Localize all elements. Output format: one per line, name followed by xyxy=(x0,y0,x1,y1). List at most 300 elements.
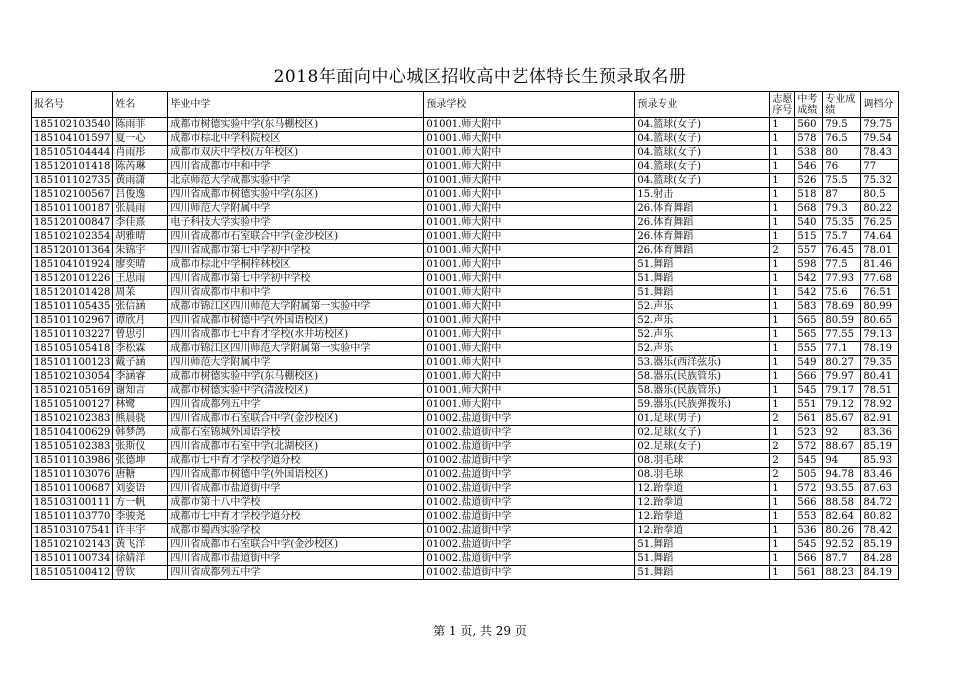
major-cell: 01.足球(男子) xyxy=(635,412,770,426)
exam-score-cell: 523 xyxy=(795,426,823,440)
admit-school-cell: 01001.师大附中 xyxy=(424,188,635,202)
major-score-cell: 85.67 xyxy=(823,412,861,426)
document-title: 2018年面向中心城区招收高中艺体特长生预录取名册 xyxy=(273,67,687,87)
admit-school-cell: 01001.师大附中 xyxy=(424,314,635,328)
admit-school-cell: 01001.师大附中 xyxy=(424,202,635,216)
major-score-cell: 94 xyxy=(823,454,861,468)
school-cell: 四川省成都市石室中学(北湖校区) xyxy=(168,440,424,454)
major-score-cell: 79.17 xyxy=(823,384,861,398)
choice-order-cell: 1 xyxy=(770,524,795,538)
name-cell: 王思雨 xyxy=(113,272,168,286)
table-row xyxy=(32,552,899,566)
major-score-cell: 79.12 xyxy=(823,398,861,412)
exam-score-cell: 566 xyxy=(795,552,823,566)
choice-order-cell: 1 xyxy=(770,132,795,146)
choice-order-cell: 1 xyxy=(770,552,795,566)
school-cell: 成都市蜀西实验学校 xyxy=(168,524,424,538)
major-score-cell: 88.23 xyxy=(823,566,861,580)
major-score-cell: 93.55 xyxy=(823,482,861,496)
header-major-score: 专业成绩 xyxy=(823,92,861,118)
table-row xyxy=(32,244,899,258)
major-score-cell: 76.45 xyxy=(823,244,861,258)
reg-number-cell: 185102103540 xyxy=(32,118,113,132)
admit-school-cell: 01001.师大附中 xyxy=(424,174,635,188)
reg-number-cell: 185104101924 xyxy=(32,258,113,272)
major-cell: 26.体育舞蹈 xyxy=(635,216,770,230)
final-score-cell: 80.65 xyxy=(861,314,899,328)
final-score-cell: 80.82 xyxy=(861,510,899,524)
name-cell: 夏一心 xyxy=(113,132,168,146)
table-row xyxy=(32,328,899,342)
school-cell: 四川省成都市盐道街中学 xyxy=(168,552,424,566)
admit-school-cell: 01001.师大附中 xyxy=(424,118,635,132)
name-cell: 林鹭 xyxy=(113,398,168,412)
final-score-cell: 76.51 xyxy=(861,286,899,300)
reg-number-cell: 185104101597 xyxy=(32,132,113,146)
choice-order-cell: 1 xyxy=(770,370,795,384)
final-score-cell: 77 xyxy=(861,160,899,174)
admit-school-cell: 01002.盐道街中学 xyxy=(424,566,635,580)
major-score-cell: 94.78 xyxy=(823,468,861,482)
choice-order-cell: 1 xyxy=(770,118,795,132)
exam-score-cell: 549 xyxy=(795,356,823,370)
school-cell: 成都市双庆中学校(万年校区) xyxy=(168,146,424,160)
admit-school-cell: 01001.师大附中 xyxy=(424,356,635,370)
major-cell: 52.声乐 xyxy=(635,314,770,328)
reg-number-cell: 185101100187 xyxy=(32,202,113,216)
reg-number-cell: 185102102143 xyxy=(32,538,113,552)
reg-number-cell: 185102102354 xyxy=(32,230,113,244)
major-cell: 51.舞蹈 xyxy=(635,552,770,566)
exam-score-cell: 526 xyxy=(795,174,823,188)
table-row xyxy=(32,482,899,496)
exam-score-cell: 572 xyxy=(795,482,823,496)
reg-number-cell: 185105105418 xyxy=(32,342,113,356)
name-cell: 许丰宇 xyxy=(113,524,168,538)
reg-number-cell: 185105100127 xyxy=(32,398,113,412)
header-school: 毕业中学 xyxy=(168,92,424,118)
name-cell: 陈雨菲 xyxy=(113,118,168,132)
school-cell: 成都市锦江区四川师范大学附属第一实验中学 xyxy=(168,300,424,314)
header-admit-school: 预录学校 xyxy=(424,92,635,118)
choice-order-cell: 1 xyxy=(770,188,795,202)
major-cell: 04.篮球(女子) xyxy=(635,146,770,160)
major-cell: 51.舞蹈 xyxy=(635,566,770,580)
table-row xyxy=(32,370,899,384)
school-cell: 北京师范大学成都实验中学 xyxy=(168,174,424,188)
table-row xyxy=(32,454,899,468)
reg-number-cell: 185101100687 xyxy=(32,482,113,496)
name-cell: 谢知言 xyxy=(113,384,168,398)
choice-order-cell: 1 xyxy=(770,146,795,160)
major-score-cell: 75.7 xyxy=(823,230,861,244)
name-cell: 李骏尧 xyxy=(113,510,168,524)
admit-school-cell: 01002.盐道街中学 xyxy=(424,468,635,482)
choice-order-cell: 1 xyxy=(770,538,795,552)
reg-number-cell: 185120101364 xyxy=(32,244,113,258)
exam-score-cell: 578 xyxy=(795,132,823,146)
table-row xyxy=(32,300,899,314)
exam-score-cell: 561 xyxy=(795,412,823,426)
final-score-cell: 84.19 xyxy=(861,566,899,580)
school-cell: 四川省成都市中和中学 xyxy=(168,286,424,300)
exam-score-cell: 505 xyxy=(795,468,823,482)
reg-number-cell: 185105104444 xyxy=(32,146,113,160)
admit-school-cell: 01001.师大附中 xyxy=(424,272,635,286)
table-row xyxy=(32,440,899,454)
name-cell: 张德坤 xyxy=(113,454,168,468)
exam-score-cell: 583 xyxy=(795,300,823,314)
choice-order-cell: 1 xyxy=(770,300,795,314)
reg-number-cell: 185101103227 xyxy=(32,328,113,342)
admit-school-cell: 01001.师大附中 xyxy=(424,132,635,146)
major-cell: 59.器乐(民族弹拨乐) xyxy=(635,398,770,412)
school-cell: 四川省成都市石室联合中学(金沙校区) xyxy=(168,412,424,426)
exam-score-cell: 545 xyxy=(795,538,823,552)
table-row xyxy=(32,356,899,370)
table-row xyxy=(32,272,899,286)
choice-order-cell: 1 xyxy=(770,510,795,524)
reg-number-cell: 185103100111 xyxy=(32,496,113,510)
exam-score-cell: 572 xyxy=(795,440,823,454)
admit-school-cell: 01001.师大附中 xyxy=(424,300,635,314)
final-score-cell: 77.68 xyxy=(861,272,899,286)
table-row xyxy=(32,384,899,398)
admission-table xyxy=(31,91,899,580)
major-score-cell: 77.1 xyxy=(823,342,861,356)
final-score-cell: 80.22 xyxy=(861,202,899,216)
table-row xyxy=(32,314,899,328)
major-cell: 02.足球(女子) xyxy=(635,426,770,440)
major-score-cell: 77.93 xyxy=(823,272,861,286)
reg-number-cell: 185101103770 xyxy=(32,510,113,524)
school-cell: 四川省成都市第七中学初中学校 xyxy=(168,244,424,258)
exam-score-cell: 557 xyxy=(795,244,823,258)
exam-score-cell: 566 xyxy=(795,370,823,384)
choice-order-cell: 1 xyxy=(770,286,795,300)
admit-school-cell: 01001.师大附中 xyxy=(424,398,635,412)
table-row xyxy=(32,118,899,132)
major-cell: 51.舞蹈 xyxy=(635,538,770,552)
reg-number-cell: 185102100567 xyxy=(32,188,113,202)
exam-score-cell: 565 xyxy=(795,328,823,342)
school-cell: 四川省成都市七中育才学校(水井坊校区) xyxy=(168,328,424,342)
admit-school-cell: 01001.师大附中 xyxy=(424,370,635,384)
choice-order-cell: 1 xyxy=(770,398,795,412)
table-row xyxy=(32,426,899,440)
reg-number-cell: 185101100734 xyxy=(32,552,113,566)
reg-number-cell: 185101100123 xyxy=(32,356,113,370)
table-row xyxy=(32,510,899,524)
admit-school-cell: 01001.师大附中 xyxy=(424,216,635,230)
exam-score-cell: 518 xyxy=(795,188,823,202)
final-score-cell: 84.72 xyxy=(861,496,899,510)
major-cell: 04.篮球(女子) xyxy=(635,160,770,174)
reg-number-cell: 185104100629 xyxy=(32,426,113,440)
table-header-row xyxy=(32,92,899,118)
major-score-cell: 88.58 xyxy=(823,496,861,510)
final-score-cell: 85.19 xyxy=(861,440,899,454)
final-score-cell: 79.13 xyxy=(861,328,899,342)
page-footer: 第 1 页, 共 29 页 xyxy=(433,624,527,638)
name-cell: 廖奕晴 xyxy=(113,258,168,272)
school-cell: 四川省成都列五中学 xyxy=(168,566,424,580)
major-cell: 52.声乐 xyxy=(635,342,770,356)
table-row xyxy=(32,496,899,510)
choice-order-cell: 1 xyxy=(770,328,795,342)
choice-order-cell: 1 xyxy=(770,258,795,272)
school-cell: 成都市第十八中学校 xyxy=(168,496,424,510)
reg-number-cell: 185101102967 xyxy=(32,314,113,328)
major-cell: 26.体育舞蹈 xyxy=(635,202,770,216)
name-cell: 张斯仪 xyxy=(113,440,168,454)
name-cell: 张信涵 xyxy=(113,300,168,314)
final-score-cell: 83.36 xyxy=(861,426,899,440)
school-cell: 四川省成都市中和中学 xyxy=(168,160,424,174)
choice-order-cell: 2 xyxy=(770,412,795,426)
final-score-cell: 76.25 xyxy=(861,216,899,230)
table-row xyxy=(32,342,899,356)
reg-number-cell: 185120101418 xyxy=(32,160,113,174)
final-score-cell: 85.19 xyxy=(861,538,899,552)
exam-score-cell: 555 xyxy=(795,342,823,356)
major-cell: 52.声乐 xyxy=(635,300,770,314)
major-score-cell: 80.59 xyxy=(823,314,861,328)
final-score-cell: 85.93 xyxy=(861,454,899,468)
major-score-cell: 80 xyxy=(823,146,861,160)
school-cell: 四川师范大学附属中学 xyxy=(168,202,424,216)
admit-school-cell: 01002.盐道街中学 xyxy=(424,496,635,510)
admit-school-cell: 01002.盐道街中学 xyxy=(424,510,635,524)
reg-number-cell: 185105102383 xyxy=(32,440,113,454)
header-reg-number: 报名号 xyxy=(32,92,113,118)
choice-order-cell: 1 xyxy=(770,202,795,216)
choice-order-cell: 1 xyxy=(770,426,795,440)
school-cell: 四川省成都列五中学 xyxy=(168,398,424,412)
table-row xyxy=(32,538,899,552)
final-score-cell: 82.91 xyxy=(861,412,899,426)
name-cell: 曾思引 xyxy=(113,328,168,342)
reg-number-cell: 185120101226 xyxy=(32,272,113,286)
exam-score-cell: 566 xyxy=(795,496,823,510)
major-cell: 58.器乐(民族管乐) xyxy=(635,370,770,384)
major-cell: 58.器乐(民族管乐) xyxy=(635,384,770,398)
school-cell: 成都市七中育才学校学道分校 xyxy=(168,510,424,524)
choice-order-cell: 2 xyxy=(770,244,795,258)
school-cell: 四川省成都市第七中学初中学校 xyxy=(168,272,424,286)
major-score-cell: 77.5 xyxy=(823,258,861,272)
admit-school-cell: 01002.盐道街中学 xyxy=(424,412,635,426)
reg-number-cell: 185120101428 xyxy=(32,286,113,300)
major-score-cell: 78.69 xyxy=(823,300,861,314)
name-cell: 曾钦 xyxy=(113,566,168,580)
name-cell: 熊晨骁 xyxy=(113,412,168,426)
header-final-score: 调档分 xyxy=(861,92,899,118)
choice-order-cell: 1 xyxy=(770,496,795,510)
header-major: 预录专业 xyxy=(635,92,770,118)
choice-order-cell: 2 xyxy=(770,468,795,482)
final-score-cell: 81.46 xyxy=(861,258,899,272)
reg-number-cell: 185105100412 xyxy=(32,566,113,580)
major-cell: 51.舞蹈 xyxy=(635,258,770,272)
exam-score-cell: 553 xyxy=(795,510,823,524)
name-cell: 黄飞洋 xyxy=(113,538,168,552)
name-cell: 李松霖 xyxy=(113,342,168,356)
table-row xyxy=(32,412,899,426)
major-score-cell: 75.6 xyxy=(823,286,861,300)
name-cell: 周苿 xyxy=(113,286,168,300)
name-cell: 唐糖 xyxy=(113,468,168,482)
choice-order-cell: 2 xyxy=(770,440,795,454)
table-row xyxy=(32,188,899,202)
admit-school-cell: 01001.师大附中 xyxy=(424,230,635,244)
admit-school-cell: 01001.师大附中 xyxy=(424,244,635,258)
final-score-cell: 87.63 xyxy=(861,482,899,496)
choice-order-cell: 1 xyxy=(770,216,795,230)
reg-number-cell: 185103107541 xyxy=(32,524,113,538)
table-row xyxy=(32,566,899,580)
table-row xyxy=(32,216,899,230)
final-score-cell: 83.46 xyxy=(861,468,899,482)
admit-school-cell: 01001.师大附中 xyxy=(424,160,635,174)
final-score-cell: 78.42 xyxy=(861,524,899,538)
table-row xyxy=(32,132,899,146)
table-row xyxy=(32,468,899,482)
reg-number-cell: 185120100847 xyxy=(32,216,113,230)
reg-number-cell: 185101102735 xyxy=(32,174,113,188)
table-row xyxy=(32,258,899,272)
major-score-cell: 79.97 xyxy=(823,370,861,384)
school-cell: 成都市树德实验中学(东马棚校区) xyxy=(168,118,424,132)
major-cell: 04.篮球(女子) xyxy=(635,118,770,132)
header-name: 姓名 xyxy=(113,92,168,118)
school-cell: 成都市棕北中学桐梓林校区 xyxy=(168,258,424,272)
school-cell: 成都市树德实验中学(清波校区) xyxy=(168,384,424,398)
name-cell: 韩梦鸽 xyxy=(113,426,168,440)
table-row xyxy=(32,230,899,244)
major-cell: 02.足球(女子) xyxy=(635,440,770,454)
major-cell: 15.射击 xyxy=(635,188,770,202)
major-cell: 26.体育舞蹈 xyxy=(635,230,770,244)
name-cell: 戴子涵 xyxy=(113,356,168,370)
choice-order-cell: 1 xyxy=(770,230,795,244)
table-row xyxy=(32,174,899,188)
name-cell: 吕俊逸 xyxy=(113,188,168,202)
table-row xyxy=(32,524,899,538)
name-cell: 刘姿语 xyxy=(113,482,168,496)
exam-score-cell: 560 xyxy=(795,118,823,132)
major-score-cell: 79.5 xyxy=(823,118,861,132)
header-exam-score: 中考成绩 xyxy=(795,92,823,118)
admit-school-cell: 01002.盐道街中学 xyxy=(424,552,635,566)
school-cell: 成都市树德实验中学(东马棚校区) xyxy=(168,370,424,384)
choice-order-cell: 1 xyxy=(770,566,795,580)
admit-school-cell: 01002.盐道街中学 xyxy=(424,454,635,468)
final-score-cell: 78.92 xyxy=(861,398,899,412)
major-cell: 04.篮球(女子) xyxy=(635,174,770,188)
final-score-cell: 84.28 xyxy=(861,552,899,566)
admit-school-cell: 01002.盐道街中学 xyxy=(424,440,635,454)
choice-order-cell: 1 xyxy=(770,342,795,356)
name-cell: 方一帆 xyxy=(113,496,168,510)
admit-school-cell: 01001.师大附中 xyxy=(424,258,635,272)
final-score-cell: 80.41 xyxy=(861,370,899,384)
major-score-cell: 80.27 xyxy=(823,356,861,370)
choice-order-cell: 1 xyxy=(770,314,795,328)
final-score-cell: 80.99 xyxy=(861,300,899,314)
exam-score-cell: 545 xyxy=(795,384,823,398)
exam-score-cell: 545 xyxy=(795,454,823,468)
choice-order-cell: 1 xyxy=(770,356,795,370)
name-cell: 朱锦宇 xyxy=(113,244,168,258)
admit-school-cell: 01001.师大附中 xyxy=(424,384,635,398)
choice-order-cell: 2 xyxy=(770,454,795,468)
exam-score-cell: 536 xyxy=(795,524,823,538)
final-score-cell: 78.01 xyxy=(861,244,899,258)
school-cell: 成都市七中育才学校学道分校 xyxy=(168,454,424,468)
major-cell: 08.羽毛球 xyxy=(635,468,770,482)
major-cell: 12.跆拳道 xyxy=(635,496,770,510)
major-cell: 51.舞蹈 xyxy=(635,286,770,300)
name-cell: 胡雅晴 xyxy=(113,230,168,244)
exam-score-cell: 565 xyxy=(795,314,823,328)
choice-order-cell: 1 xyxy=(770,272,795,286)
major-cell: 08.羽毛球 xyxy=(635,454,770,468)
major-score-cell: 88.67 xyxy=(823,440,861,454)
final-score-cell: 79.75 xyxy=(861,118,899,132)
admit-school-cell: 01002.盐道街中学 xyxy=(424,524,635,538)
name-cell: 李佳熹 xyxy=(113,216,168,230)
admit-school-cell: 01001.师大附中 xyxy=(424,328,635,342)
school-cell: 四川省成都市石室联合中学(金沙校区) xyxy=(168,538,424,552)
name-cell: 陈芮琳 xyxy=(113,160,168,174)
school-cell: 四川省成都市树德中学(外国语校区) xyxy=(168,468,424,482)
table-row xyxy=(32,286,899,300)
school-cell: 成都石室锦城外国语学校 xyxy=(168,426,424,440)
header-choice-order: 志愿序号 xyxy=(770,92,795,118)
exam-score-cell: 568 xyxy=(795,202,823,216)
final-score-cell: 79.35 xyxy=(861,356,899,370)
exam-score-cell: 598 xyxy=(795,258,823,272)
school-cell: 四川省成都市石室联合中学(金沙校区) xyxy=(168,230,424,244)
major-score-cell: 92.52 xyxy=(823,538,861,552)
major-score-cell: 92 xyxy=(823,426,861,440)
major-score-cell: 76.5 xyxy=(823,132,861,146)
exam-score-cell: 515 xyxy=(795,230,823,244)
school-cell: 四川师范大学附属中学 xyxy=(168,356,424,370)
school-cell: 四川省成都市树德实验中学(东区) xyxy=(168,188,424,202)
major-cell: 12.跆拳道 xyxy=(635,482,770,496)
choice-order-cell: 1 xyxy=(770,174,795,188)
reg-number-cell: 185102105169 xyxy=(32,384,113,398)
admit-school-cell: 01002.盐道街中学 xyxy=(424,426,635,440)
exam-score-cell: 551 xyxy=(795,398,823,412)
major-score-cell: 77.55 xyxy=(823,328,861,342)
major-cell: 12.跆拳道 xyxy=(635,524,770,538)
reg-number-cell: 185102102383 xyxy=(32,412,113,426)
major-score-cell: 87.7 xyxy=(823,552,861,566)
name-cell: 谭欣月 xyxy=(113,314,168,328)
school-cell: 电子科技大学实验中学 xyxy=(168,216,424,230)
reg-number-cell: 185102103054 xyxy=(32,370,113,384)
table-row xyxy=(32,202,899,216)
name-cell: 徐婧洋 xyxy=(113,552,168,566)
table-row xyxy=(32,146,899,160)
admit-school-cell: 01002.盐道街中学 xyxy=(424,482,635,496)
final-score-cell: 75.32 xyxy=(861,174,899,188)
major-score-cell: 79.3 xyxy=(823,202,861,216)
exam-score-cell: 542 xyxy=(795,272,823,286)
